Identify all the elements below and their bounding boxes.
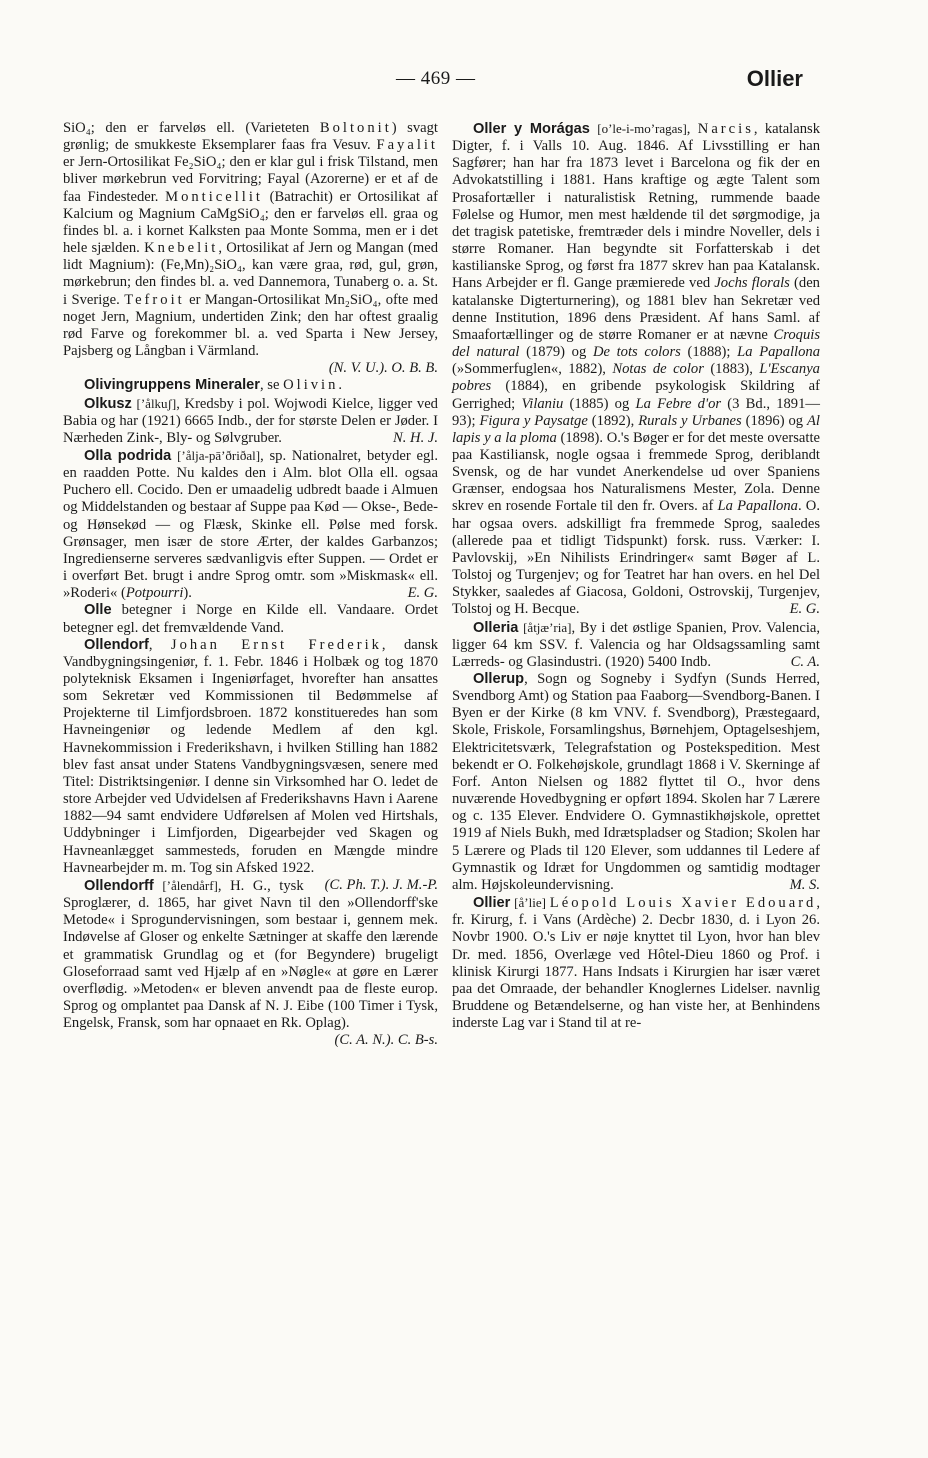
headword: Olkusz [84,395,132,412]
text-run: Olivin [283,377,339,394]
text-run: (»Sommerfuglen«, 1882), [452,361,613,378]
headword: Olle [84,602,112,619]
text-run: (1879) og [519,344,593,361]
text-run: er Mangan-Ortosilikat Mn₂SiO₄, ofte med noget Jern, Magnium, undertiden Zink; den har oftest graalig rød Farve og forekommer bl. a. ved Sparta i New Jersey, Pajsberg og Långban i Värmland. [63,291,438,360]
text-run: , se [259,377,284,394]
text-run: Johan Ernst Frederik [170,636,382,653]
signature: C. A. [790,653,820,670]
entry-olle [63,602,438,636]
text-run: , sp. Nationalret, betyder egl. en raadden Potte. Nu kaldes den i Alm. blot Olla ell. ogsaa Puchero ell. Cocido. Den er umaadelig udbredt baade i Almuen og Middelstanden og bestaar af Suppe paa Kød — Okse-, Bede- og Hønsekød — og Flæsk, Skinke ell. Pølse med forsk. Grønsager, men især de store Ærter, der kaldes Garbanzos; Ingredienserne serveres sædvanligvis efter Suppen. — Ordet er i overført Bet. brugt i andre Sprog omtr. som »Miskmask« ell. »Roderi« ( [63,447,438,602]
page-header [0,68,928,98]
text-run: SiO₄; den er farveløs ell. (Varieteten [63,120,320,136]
headword: Ollendorf [84,636,149,653]
text-run: Figura y Paysatge [479,412,588,429]
text-run: , Sogn og Sogneby i Sydfyn (Sunds Herred, Svendborg Amt) og Station paa Faaborg—Svendborg-Banen. I Byen er der Kirke (8 km VNV. f. Svendborg), Præstegaard, Skole, Friskole, Forsamlingshus, Børnehjem, Optagelseshjem, Elektricitetsværk, Telegrafstation og Postekspedition. Mest bekendt er O. Folkehøjskole, grundlagt 1868 i V. Skerninge af Forf. Anton Nielsen og 1882 flyttet til O., hvor dens nuværende Hovedbygning er opført 1894. Skolen har 7 Lærere og c. 135 Elever. Endvidere O. Gymnastikhøjskole, oprettet 1919 af Niels Bukh, med Idrætspladser og Stadion; Skolen har 5 Lærere og Plads til 120 Elever, som uddannes til Ledere af Gymnastik og Idræt for Ungdommen og samtidig modtager alm. Højskoleundervisning. [452,671,820,893]
text-run: (1884), en gribende psykologisk Skildring af Gerrighed; [452,378,820,412]
signature: N. H. J. [393,429,438,446]
text-run: ) svagt grønlig; de smukkeste Eksemplarer faas fra Vesuv. [63,120,438,154]
text-run: (1883), [703,361,760,378]
signature: E. G. [789,601,820,618]
pronunciation: [ʼålendårf] [162,877,218,893]
text-run: Monticellit [165,188,263,205]
entry-oller-y-moragas: Oller y Morágas [oʼle-i-moʼragas], Narcis, katalansk Digter, f. i Valls 10. Aug. 1846. Af Livsstilling er han Sagfører; han har fra 1873 levet i Barcelona og fik der en Advokatstilling i 1881. Hans kraftige og ægte Talent som Prosafortæller i naturalistisk Retning, rummende baade Følelse og Humor, men mest hældende til det sørgmodige, ja det tragisk patetiske, fremtræder dels i mindre Noveller, dels i større Romaner. Han begyndte sit Forfatterskab i det kastilianske Sprog, og først fra 1877 skrev han paa Katalansk. Hans Arbejder er fl. Gange præmierede ved Jochs florals (den katalanske Digterturnering), og 1881 blev han Sekretær ved denne Institution, 1896 dens Præsident. Af hans Saml. af Smaafortællinger og de større Romaner er at nævne Croquis del natural (1879) og De tots colors (1888); La Papallona (»Sommerfuglen«, 1882), Notas de color (1883), L'Escanya pobres (1884), en gribende psykologisk Skildring af Gerrighed; Vilaniu (1885) og La Febre d'or (3 Bd., 1891—93); Figura y Paysatge (1892), Rurals y Urbanes (1896) og Al lapis y a la ploma (1898). O.'s Bøger er for det meste oversatte paa Kastiliansk, nogle ogsaa i fremmede Sprog, deriblandt Svensk, og de har vundet Anerkendelse ud over Spaniens Grænser, endogsaa hos Naturalismens Mester, Zola. Denne skrev en rosende Fortale til den fr. Overs. af La Papallona. O. har ogsaa overs. adskilligt fra fremmede Sprog, saaledes (allerede paa et tidligt Tidspunkt) forsk. russ. Værker: I. Pavlovskij, »En Nihilists Erindringer« samt Bøger af L. Tolstoj og Turgenjev; og for Teatret har han overs. en hel Del Stykker, saaledes af Giacosa, Goldoni, Ostrovskij, Turgenjev, Tolstoj og H. Becque. E. G. [452,121,820,618]
pronunciation: [oʼle-i-moʼragas] [597,121,687,136]
right-column [452,120,820,1032]
text-run: Jochs florals [714,275,790,292]
entry-olla-podrida [63,447,438,602]
headword: Olleria [473,619,519,636]
text-run: (Batrachit) er Ortosilikat af Kalcium og Magnium CaMgSiO₄; den er farveløs ell. graa og findes bl. a. i kornet Kalksten paa Monte Somma, men er i det hele sjælden. [63,188,438,257]
text-run: , Ortosilikat af Jern og Mangan (med lidt Magnium): (Fe,Mn)₂SiO₄, kan være graa, rød, gul, grøn, mørkebrun; den findes bl. a. ved Dannemora, Tunaberg o. a. St. i Sverige. [63,240,438,308]
running-head: Ollier [746,66,803,91]
pronunciation: [åtjæʼria] [523,619,572,635]
entry-ollendorf: Ollendorf, Johan Ernst Frederik, dansk Vandbygningsingeniør, f. 1. Febr. 1846 i Holbæk og tog 1870 polyteknisk Eksamen i Ingeniørfaget, hvorefter han ansattes som Sekretær ved Kommissionen til Bedømmelse af Projekterne til Limfjordsbroen. 1872 konstitueredes han som Havneingeniør og ledende Medlem af den kgl. Havnekommission i Frederikshavn, i hvilken Stilling han 1882 blev fast ansat under Statens Vandbygningsvæsen, senere med Titel: Distriktsingeniør. I denne sin Virksomhed har O. ledet de store Arbejder ved Udvidelsen af Frederikshavns Havn i Aarene 1882—94 samt endvidere Udførelsen af Molen ved Hirtshals, Uddybninger i Limfjorden, Digearbejder ved Skagen og Havneanlægget sammesteds, foruden en Mængde mindre Havnearbejder m. m. Tog sin Afsked 1922. (C. Ph. T.). J. M.-P. [63,636,438,893]
text-run: , dansk Vandbygningsingeniør, f. 1. Febr. 1846 i Holbæk og tog 1870 polyteknisk Eksamen i Ingeniørfaget, hvorefter han ansattes som Sekretær ved Kommissionen til Bedømmelse af Projekterne til Limfjordsbroen. 1872 konstitueredes han som Havneingeniør og ledende Medlem af den kgl. Havnekommission i Frederikshavn, i hvilken Stilling han 1882 blev fast ansat under Statens Vandbygningsvæsen, senere med Titel: Distriktsingeniør. I denne sin Virksomhed har O. ledet de store Arbejder ved Udvidelsen af Frederikshavns Havn i Aarene 1882—94 samt endvidere Udførelsen af Molen ved Hirtshals, Uddybninger i Limfjorden, Digearbejder ved Skagen og Havneanlægget sammesteds, foruden en Mængde mindre Havnearbejder m. m. Tog sin Afsked 1922. [63,636,438,876]
text-run: Potpourri [125,585,184,602]
entry-olkusz [63,395,438,447]
entry-olleria [452,619,820,671]
text-run: La Papallona [717,498,798,515]
text-run: Knebelit [144,240,219,257]
headword: Olivingruppens Mineraler [84,377,260,394]
signature: (N. V. U.). O. B. B. [328,360,438,377]
entry-ollendorff [63,877,438,1049]
text-run: (den katalanske Digterturnering), og 1881 blev han Sekretær ved denne Institution, 1896 dens Præsident. Af hans Saml. af Smaafortællinger og de større Romaner er at nævne [452,275,820,343]
pronunciation: [ʼålkuʃ] [136,395,177,411]
text-run: . [338,377,343,394]
page-number: — 469 — [396,68,476,89]
text-run: . O. har ogsaa overs. adskilligt fra fremmede Sprog, saaledes (allerede paa et tidligt Tidspunkt) forsk. russ. Værker: I. Pavlovskij, »En Nihilists Erindringer« samt Bøger af L. Tolstoj og Turgenjev; og for Teatret har han overs. en hel Del Stykker, saaledes af Giacosa, Goldoni, Ostrovskij, Turgenjev, Tolstoj og H. Becque. [452,498,820,618]
text-run: , fr. Kirurg, f. i Vans (Ardèche) 2. Decbr 1830, d. i Lyon 26. Novbr 1900. O.'s Liv er nøje knyttet til Lyon, hvor han blev Dr. med. 1856, Overlæge ved Hôtel-Dieu 1860 og Prof. i klinisk Kirurgi 1877. Hans Indsats i Kirurgien har især været paa det Omraade, der behandler Knoglernes Lidelser. navnlig Bruddene og Betændelserne, og han viste her, at Benhindens inderste Lag var i Stand til at re- [452,895,821,1032]
text-run: Rurals y Urbanes [638,412,742,429]
pronunciation: [ʼålja-pāʼðriðal] [177,447,261,463]
text-run: , By i det østlige Spanien, Prov. Valencia, ligger 64 km SSV. f. Valencia og har Oldsagssamling samt Lærreds- og Glasindustri. (1920) 5400 Indb. [452,619,821,670]
headword: Ollerup [473,671,525,687]
headword: Ollendorff [84,877,154,894]
signature: M. S. [789,876,820,893]
text-run: Boltonit [319,120,392,136]
entry-olivingruppens [63,377,438,394]
text-run: Vilaniu [521,395,564,412]
text-run: Tefroit [124,291,185,308]
text-run: Léopold Louis Xavier Edouard [549,895,817,912]
pronunciation: [åʼlie] [514,895,546,911]
text-run: De tots colors [592,344,681,361]
headword: Oller y Morágas [473,121,590,137]
text-run: (1896) og [741,412,807,429]
text-run: Narcis [697,121,754,137]
text-run: er Jern-Ortosilikat Fe₂SiO₄; den er klar gul i frisk Tilstand, men bliver mørkebrun ved Forvitring; Fayal (Azorerne) er et af de faa Findesteder. [63,154,438,205]
text-run: (1888); [680,344,738,361]
text-run: L'Escanya pobres [452,361,820,395]
headword: Olla podrida [84,447,172,464]
text-run: betegner i Norge en Kilde ell. Vandaare. Ordet betegner egl. det fremvældende Vand. [63,602,438,636]
entry-ollier [452,894,820,1032]
headword: Ollier [473,895,511,912]
text-run: Al lapis y a la ploma [452,412,820,446]
text-run: , Kredsby i pol. Wojwodi Kielce, ligger ved Babia og har (1921) 6665 Indb., der for største Delen er Jøder. I Nærheden Zink-, Bly- og Sølvgruber. [63,395,438,446]
signature: (C. Ph. T.). J. M.-P. [324,876,438,893]
text-run: Fayalit [376,137,438,154]
signature: E. G. [407,585,438,602]
text-run: La Papallona [737,344,820,361]
left-column [63,120,438,1049]
text-run: (1885) og [563,395,636,412]
signature: (C. A. N.). C. B-s. [334,1032,438,1049]
text-run: ). [183,585,192,602]
text-run: , H. G., tysk Sproglærer, d. 1865, har givet Navn til den »Ollendorff'ske Metode« i Sprogundervisningen, som bestaar i, gennem mek. Indøvelse af Gloser og enkelte Sætninger at skaffe den lærende et grammatisk Grundlag og et (for Begyndere) brugeligt Gloseforraad samt ved Hjælp af en »Nøgle« at gøre en Lærer overflødig. »Metoden« er bleven anvendt paa de fleste europ. Sprog og omplantet paa Dansk af N. J. Eibe (100 Timer i Tysk, Engelsk, Fransk, som har opnaaet en Rk. Oplag). [63,877,438,1032]
text-run: Croquis del natural [452,326,820,361]
entry-continuation [63,120,438,377]
text-run: Notas de color [612,361,704,378]
text-run: , katalansk Digter, f. i Valls 10. Aug. 1846. Af Livsstilling er han Sagfører; han har fra 1873 levet i Barcelona og fik der en Advokatstilling i 1881. Hans kraftige og ægte Talent som Prosafortæller i naturalistisk Retning, rummende baade Følelse og Humor, men mest hældende til det sørgmodige, ja det tragisk patetiske, fremtræder dels i mindre Noveller, dels i større Romaner. Han begyndte sit Forfatterskab i det kastilianske Sprog, og først fra 1877 skrev han paa Katalansk. Hans Arbejder er fl. Gange præmierede ved [452,121,820,292]
text-run: (3 Bd., 1891—93); [452,395,820,429]
text-run: La Febre d'or [635,395,722,412]
text-run: (1898). O.'s Bøger er for det meste oversatte paa Kastiliansk, nogle ogsaa i fremmede Sprog, deriblandt Svensk, og de har vundet Anerkendelse ud over Spaniens Grænser, endogsaa hos Naturalismens Mester, Zola. Denne skrev en rosende Fortale til den fr. Overs. af [452,429,820,515]
entry-ollerup [452,671,820,894]
text-run: (1892), [587,412,639,429]
